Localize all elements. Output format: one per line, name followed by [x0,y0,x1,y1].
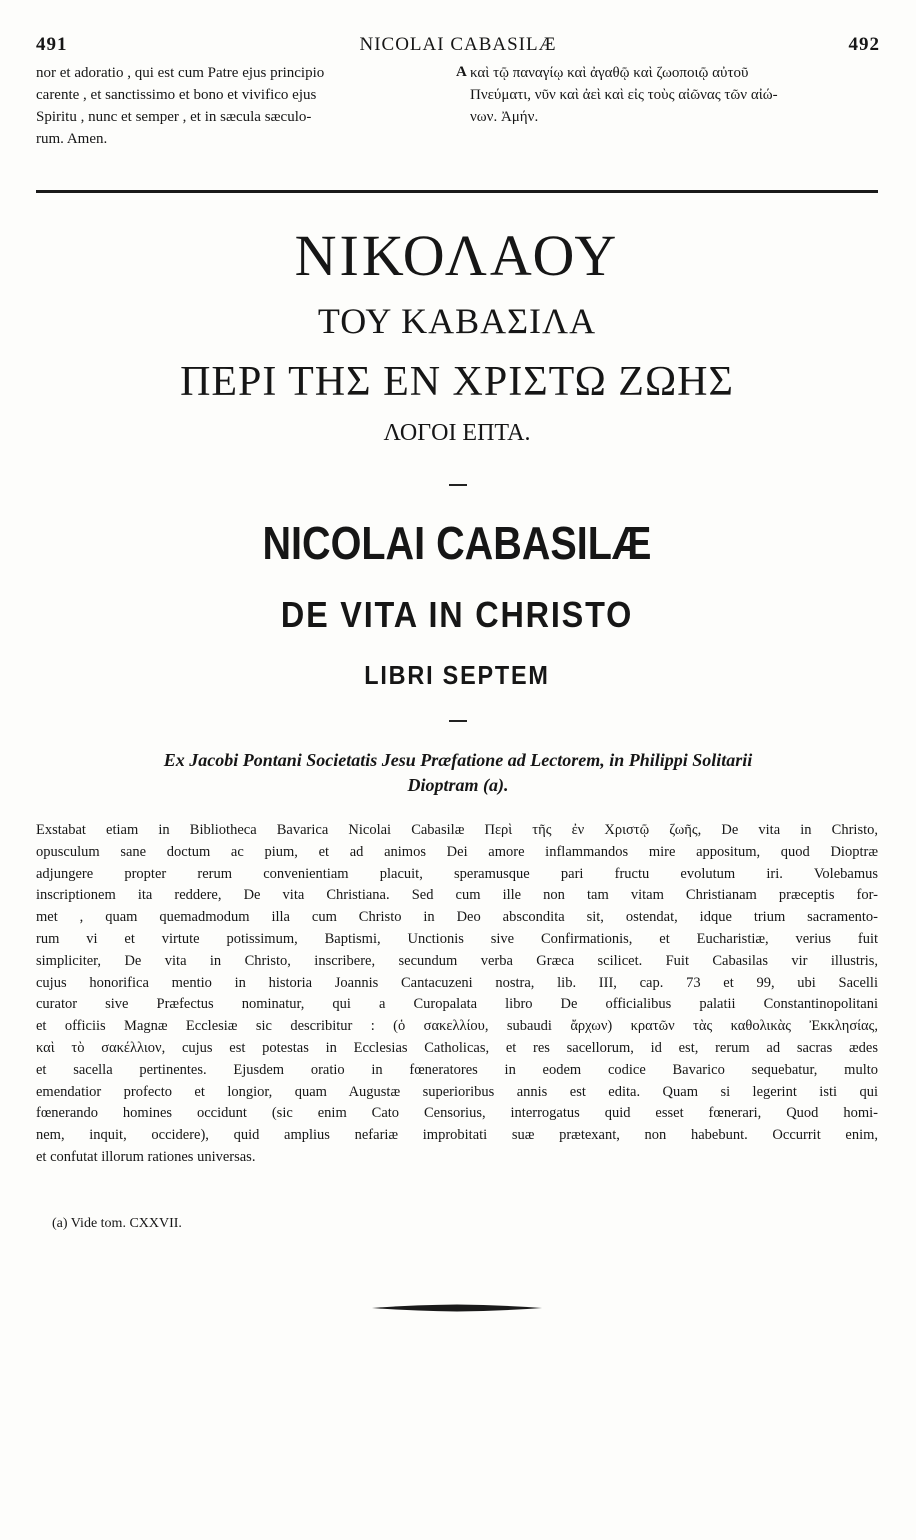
column-marker: A [456,64,467,80]
body-line: et sacella pertinentes. Ejusdem oratio in fœneratores in eodem codice Bavarico sequebatur, multo [36,1061,878,1078]
greek-line: Πνεύματι, νῦν καὶ ἀεὶ καὶ εἰς τοὺς αἰῶνας τῶν αἰώ- [470,87,778,103]
latin-line: nor et adoratio , qui est cum Patre ejus principio [36,65,325,81]
body-line: opusculum sane doctum ac pium, et ad animos Dei amore inflammandos mire appositum, quod Dioptræ [36,843,878,860]
end-ornament [372,1304,542,1312]
running-header [36,34,880,56]
body-line: nem, inquit, occidere), quid amplius nefariæ improbitati suæ prætexant, non habebunt. Occurrit enim, [36,1127,878,1144]
greek-line: νων. Ἀμήν. [470,109,539,125]
latin-line: rum. Amen. [36,131,108,147]
source-note [70,748,846,798]
latin-title-author: NICOLAI CABASILÆ [262,517,652,569]
body-line: et officiis Magnæ Ecclesiæ sic describitur : (ὁ σακελλίου, subaudi ἄρχων) κρατῶν τὰς καθολικὰς Ἐκκλησίας, [36,1018,878,1035]
body-line: adjungere propter rerum convenientiam placuit, speramusque pari fructu evolutum iri. Volebamus [36,865,878,882]
body-line: rum vi et virtute potissimum, Baptismi, Unctionis sive Confirmationis, et Eucharistiæ, verius fuit [36,930,878,947]
title-separator [449,484,467,486]
section-rule [36,190,878,193]
greek-title-books: ΛΟΓΟΙ ΕΠΤΑ. [383,420,531,446]
source-line: Dioptram (a). [407,775,509,795]
greek-title-surname: ΤΟΥ ΚΑΒΑΣΙΛΑ [317,301,597,341]
body-line: et confutat illorum rationes universas. [36,1148,256,1165]
greek-column [470,62,880,128]
body-line: simpliciter, De vita in Christo, inscribere, secundum verba Græca scilicet. Fuit Cabasilas vir illustris, [36,952,878,969]
body-line: inscriptionem ita reddere, De vita Christiana. Sed cum ille non tam vitam Christianam præceptis for- [36,887,878,904]
body-line: emendatior profecto et longior, quam Augustæ superioribus annis est edita. Quam si legerint isti qui [36,1083,878,1100]
title-separator [449,720,467,722]
body-line: met , quam quemadmodum illa cum Christo in Deo abscondita sit, ostendat, idque trium sacramento- [36,909,878,926]
latin-title-work: DE VITA IN CHRISTO [280,594,634,635]
body-line: cujus honorifica mentio in historia Joannis Cantacuzeni nostra, lib. III, cap. 73 et 99, ubi Sacelli [36,974,878,991]
body-paragraph [36,820,878,1169]
greek-line: καὶ τῷ παναγίῳ καὶ ἀγαθῷ καὶ ζωοποιῷ αὐτοῦ [470,65,749,81]
latin-title-books: LIBRI SEPTEM [364,660,550,690]
running-title: NICOLAI CABASILÆ [359,34,557,55]
greek-title-work: ΠΕΡΙ ΤΗΣ ΕΝ ΧΡΙΣΤΩ ΖΩΗΣ [180,359,734,405]
body-line: fœnerando homines occidunt (sic enim Cato Censorius, interrogatus quid esset fœnerari, Quod homi- [36,1105,878,1122]
footnote: (a) Vide tom. CXXVII. [52,1216,182,1231]
latin-column [36,62,456,150]
body-line: curator sive Præfectus nominatur, qui a Curopalata libro De officialibus palatii Constantinopolitani [36,996,878,1013]
latin-line: Spiritu , nunc et semper , et in sæcula sæculo- [36,109,312,125]
page-number-left: 491 [36,34,68,55]
latin-line: carente , et sanctissimo et bono et vivifico ejus [36,87,317,103]
greek-title-author: ΝΙΚΟΛΑΟΥ [294,223,620,288]
body-line: Exstabat etiam in Bibliotheca Bavarica Nicolai Cabasilæ Περὶ τῆς ἐν Χριστῷ ζωῆς, De vita in Christo, [36,822,878,838]
body-line: καὶ τὸ σακέλλιον, cujus est potestas in Ecclesias Catholicas, et res sacellorum, id est, rerum ad sacras ædes [36,1039,878,1056]
source-line: Ex Jacobi Pontani Societatis Jesu Præfatione ad Lectorem, in Philippi Solitarii [163,750,753,770]
page-number-right: 492 [848,34,880,55]
